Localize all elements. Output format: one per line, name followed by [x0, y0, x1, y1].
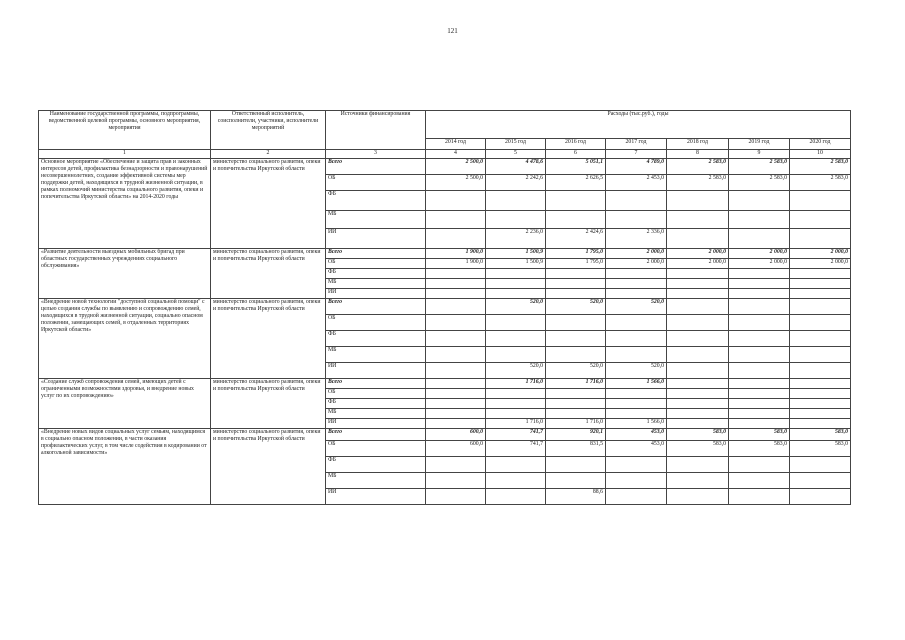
expense-value: 1 795,0 [546, 259, 606, 269]
funding-source: ИИ [326, 419, 426, 429]
expense-value [790, 269, 851, 279]
expense-value: 2 583,0 [667, 175, 729, 191]
expense-value [486, 315, 546, 331]
expense-value: 1 716,0 [486, 379, 546, 389]
header-name: Наименование государственной программы, подпрограммы, ведомственной целевой программы, основного мероприятия, мероприятия [39, 111, 211, 150]
expense-value [606, 331, 667, 347]
expense-value [546, 457, 606, 473]
measure-executor: министерство социального развития, опеки и попечительства Иркутской области [211, 159, 326, 249]
funding-source: ФБ [326, 331, 426, 347]
expense-value: 2 000,0 [790, 249, 851, 259]
expense-value: 2 424,6 [546, 229, 606, 249]
expense-value [729, 191, 790, 211]
expense-value: 1 900,0 [426, 259, 486, 269]
measure-name: «Внедрение новых видов социальных услуг семьям, находящимся в социально опасном положении, в части оказания профилактических услуг, в том числе содействия в кодировании от алкогольной зависимости» [39, 429, 211, 505]
table-row [39, 379, 851, 389]
expense-value [426, 489, 486, 505]
expense-value [606, 191, 667, 211]
expense-value: 2 000,0 [790, 259, 851, 269]
expense-value [729, 409, 790, 419]
expense-value [426, 419, 486, 429]
expense-value [426, 399, 486, 409]
funding-source: ФБ [326, 457, 426, 473]
expense-value: 2 000,0 [667, 249, 729, 259]
expense-value: 520,0 [546, 363, 606, 379]
expense-value: 2 583,0 [667, 159, 729, 175]
expense-value [729, 211, 790, 229]
expense-value [486, 279, 546, 289]
expense-value [546, 399, 606, 409]
header-column-numbers [39, 150, 851, 159]
expense-value [790, 489, 851, 505]
expense-value [667, 363, 729, 379]
expense-value: 520,0 [486, 299, 546, 315]
expense-value [790, 289, 851, 299]
expense-value [790, 409, 851, 419]
funding-source: ФБ [326, 191, 426, 211]
expense-value: 583,0 [667, 429, 729, 441]
expense-value [729, 347, 790, 363]
expense-value [790, 379, 851, 389]
expense-value [486, 191, 546, 211]
funding-source: МБ [326, 347, 426, 363]
expense-value: 2 000,0 [667, 259, 729, 269]
expense-value [790, 229, 851, 249]
expense-value [667, 389, 729, 399]
expense-value [426, 315, 486, 331]
expense-value: 2 583,0 [729, 159, 790, 175]
funding-source: ФБ [326, 269, 426, 279]
expense-value [606, 315, 667, 331]
column-number: 5 [486, 150, 546, 159]
table-row [39, 159, 851, 175]
expense-value [486, 399, 546, 409]
expense-value: 520,0 [546, 299, 606, 315]
expense-value [667, 315, 729, 331]
expense-value: 1 716,0 [486, 419, 546, 429]
expense-value [606, 389, 667, 399]
expense-value: 2 236,0 [486, 229, 546, 249]
expense-value: 2 000,0 [729, 249, 790, 259]
expense-value [667, 289, 729, 299]
funding-source: ИИ [326, 289, 426, 299]
expense-value [606, 457, 667, 473]
expense-value [426, 389, 486, 399]
expense-value: 2 336,0 [606, 229, 667, 249]
expense-value [667, 211, 729, 229]
header-year: 2014 год [426, 139, 486, 150]
expense-value [729, 331, 790, 347]
expense-value [486, 489, 546, 505]
expense-value [790, 363, 851, 379]
expense-value [729, 457, 790, 473]
expense-value [486, 289, 546, 299]
expense-value [790, 457, 851, 473]
expense-value [729, 279, 790, 289]
expense-value: 5 051,1 [546, 159, 606, 175]
expense-value: 1 716,0 [546, 379, 606, 389]
expense-value [486, 473, 546, 489]
expense-value: 520,0 [606, 363, 667, 379]
expense-value [729, 389, 790, 399]
expense-value [426, 379, 486, 389]
expense-value [667, 229, 729, 249]
expense-value [667, 191, 729, 211]
expense-value [667, 419, 729, 429]
expense-value: 583,0 [790, 441, 851, 457]
expense-value [426, 211, 486, 229]
header-executor: Ответственный исполнитель, соисполнители, участники, исполнители мероприятий [211, 111, 326, 150]
header-source: Источники финансирования [326, 111, 426, 150]
expense-value [790, 419, 851, 429]
column-number: 2 [211, 150, 326, 159]
measure-name: Основное мероприятие «Обеспечение и защита прав и законных интересов детей, профилактика безнадзорности и правонарушений несовершеннолетних, создание эффективной системы мер поддержки детей, находящихся в трудной жизненной ситуации, в рамках полномочий министерства социального развития, опеки и попечительства Иркутской области» на 2014-2020 годы [39, 159, 211, 249]
expense-value [486, 409, 546, 419]
column-number: 6 [546, 150, 606, 159]
expense-value [606, 289, 667, 299]
expense-value [729, 299, 790, 315]
expense-value [667, 399, 729, 409]
expense-value [486, 457, 546, 473]
column-number: 7 [606, 150, 667, 159]
expense-value [667, 473, 729, 489]
measure-executor: министерство социального развития, опеки и попечительства Иркутской области [211, 429, 326, 505]
expense-value [667, 279, 729, 289]
expense-value [426, 473, 486, 489]
expense-value [729, 363, 790, 379]
expense-value [790, 399, 851, 409]
expense-value: 1 795,0 [546, 249, 606, 259]
expense-value: 2 453,0 [606, 175, 667, 191]
table-body [39, 159, 851, 505]
funding-source: ИИ [326, 363, 426, 379]
expense-value [486, 389, 546, 399]
expense-value [606, 399, 667, 409]
expense-value [546, 279, 606, 289]
header-expenses: Расходы (тыс.руб.), годы [426, 111, 851, 139]
expense-value [667, 409, 729, 419]
page-number: 121 [447, 27, 458, 35]
table-row [39, 249, 851, 259]
funding-source: ИИ [326, 489, 426, 505]
funding-source: ИИ [326, 229, 426, 249]
expense-value: 2 500,0 [426, 175, 486, 191]
expense-value [426, 229, 486, 249]
funding-source: Всего [326, 159, 426, 175]
expense-value [790, 279, 851, 289]
expense-value [426, 269, 486, 279]
expense-value: 831,5 [546, 441, 606, 457]
column-number: 1 [39, 150, 211, 159]
funding-source: МБ [326, 211, 426, 229]
expense-value: 741,7 [486, 429, 546, 441]
expense-value: 583,0 [729, 429, 790, 441]
expense-value [546, 211, 606, 229]
expense-value [667, 269, 729, 279]
expense-value: 600,0 [426, 441, 486, 457]
expense-value [667, 299, 729, 315]
expense-value [486, 347, 546, 363]
expense-value: 1 500,9 [486, 249, 546, 259]
expense-value [546, 473, 606, 489]
expense-value [667, 457, 729, 473]
expense-value [667, 379, 729, 389]
expense-value: 1 500,9 [486, 259, 546, 269]
header-year: 2015 год [486, 139, 546, 150]
header-year: 2016 год [546, 139, 606, 150]
table-row [39, 299, 851, 315]
expense-value [546, 289, 606, 299]
funding-source: Всего [326, 299, 426, 315]
column-number: 9 [729, 150, 790, 159]
expense-value [606, 473, 667, 489]
expense-value: 88,6 [546, 489, 606, 505]
expense-value: 1 566,0 [606, 379, 667, 389]
expense-value: 2 626,5 [546, 175, 606, 191]
expense-value: 4 478,6 [486, 159, 546, 175]
expense-value [729, 473, 790, 489]
funding-source: ФБ [326, 399, 426, 409]
expense-value [790, 299, 851, 315]
expense-value [426, 279, 486, 289]
expense-value [426, 347, 486, 363]
expense-value [546, 331, 606, 347]
expense-value [426, 299, 486, 315]
expense-value [729, 379, 790, 389]
expense-value [546, 347, 606, 363]
expense-value [729, 419, 790, 429]
expense-value: 1 900,0 [426, 249, 486, 259]
expense-value: 2 000,0 [729, 259, 790, 269]
expense-value: 520,0 [486, 363, 546, 379]
expense-value [790, 191, 851, 211]
expense-value [426, 409, 486, 419]
expense-value [486, 269, 546, 279]
expense-value [606, 211, 667, 229]
expense-value: 583,0 [729, 441, 790, 457]
funding-source: МБ [326, 473, 426, 489]
header-year: 2019 год [729, 139, 790, 150]
expense-value: 920,1 [546, 429, 606, 441]
expense-value [546, 191, 606, 211]
expense-value [426, 331, 486, 347]
expense-value [486, 211, 546, 229]
expense-value: 453,0 [606, 441, 667, 457]
expense-value: 1 716,0 [546, 419, 606, 429]
expense-value [790, 473, 851, 489]
expense-value [790, 347, 851, 363]
expense-value: 453,0 [606, 429, 667, 441]
funding-source: ОБ [326, 175, 426, 191]
expense-value [546, 269, 606, 279]
expense-value [546, 389, 606, 399]
column-number: 10 [790, 150, 851, 159]
expense-value: 741,7 [486, 441, 546, 457]
funding-source: ОБ [326, 315, 426, 331]
expense-value [729, 399, 790, 409]
table-row [39, 429, 851, 441]
expense-value: 2 583,0 [790, 159, 851, 175]
expense-value: 4 789,0 [606, 159, 667, 175]
column-number: 4 [426, 150, 486, 159]
expense-value [790, 331, 851, 347]
expense-value [606, 279, 667, 289]
expense-value: 2 000,0 [606, 259, 667, 269]
expense-value [606, 347, 667, 363]
header-year: 2017 год [606, 139, 667, 150]
expense-value [426, 363, 486, 379]
expense-value [790, 211, 851, 229]
measure-executor: министерство социального развития, опеки и попечительства Иркутской области [211, 249, 326, 299]
expense-value [729, 289, 790, 299]
expense-value [790, 315, 851, 331]
expense-value [606, 269, 667, 279]
expense-value [426, 457, 486, 473]
budget-table [38, 110, 851, 505]
expense-value [729, 269, 790, 279]
expense-value [426, 191, 486, 211]
funding-source: МБ [326, 279, 426, 289]
expense-value [729, 489, 790, 505]
expense-value: 1 566,0 [606, 419, 667, 429]
column-number: 8 [667, 150, 729, 159]
funding-source: ОБ [326, 389, 426, 399]
funding-source: Всего [326, 249, 426, 259]
header-year: 2020 год [790, 139, 851, 150]
header-year: 2018 год [667, 139, 729, 150]
expense-value: 600,0 [426, 429, 486, 441]
expense-value [667, 331, 729, 347]
column-number: 3 [326, 150, 426, 159]
funding-source: ОБ [326, 259, 426, 269]
expense-value: 2 500,0 [426, 159, 486, 175]
expense-value [729, 229, 790, 249]
funding-source: Всего [326, 379, 426, 389]
measure-name: «Развитие деятельности выездных мобильных бригад при областных государственных учреждениях социального обслуживания» [39, 249, 211, 299]
expense-value: 583,0 [667, 441, 729, 457]
expense-value [606, 489, 667, 505]
expense-value: 520,0 [606, 299, 667, 315]
funding-source: Всего [326, 429, 426, 441]
expense-value [729, 315, 790, 331]
expense-value [606, 409, 667, 419]
expense-value: 583,0 [790, 429, 851, 441]
expense-value [486, 331, 546, 347]
measure-executor: министерство социального развития, опеки и попечительства Иркутской области [211, 379, 326, 429]
expense-value [667, 489, 729, 505]
measure-executor: министерство социального развития, опеки и попечительства Иркутской области [211, 299, 326, 379]
expense-value [667, 347, 729, 363]
measure-name: «Создание служб сопровождения семей, имеющих детей с ограниченными возможностями здоровья, и внедрение новых услуг по их сопровождению» [39, 379, 211, 429]
expense-value: 2 583,0 [790, 175, 851, 191]
funding-source: МБ [326, 409, 426, 419]
expense-value [546, 315, 606, 331]
measure-name: «Внедрение новой технологии "доступной социальной помощи" с целью создания службы по выявлению и сопровождению семей, находящихся в трудной жизненной ситуации, социально опасном положении, замещающих семей, в отдаленных территориях Иркутской области» [39, 299, 211, 379]
expense-value [546, 409, 606, 419]
expense-value: 2 000,0 [606, 249, 667, 259]
expense-value [790, 389, 851, 399]
expense-value: 2 583,0 [729, 175, 790, 191]
expense-value: 2 242,6 [486, 175, 546, 191]
funding-source: ОБ [326, 441, 426, 457]
expense-value [426, 289, 486, 299]
